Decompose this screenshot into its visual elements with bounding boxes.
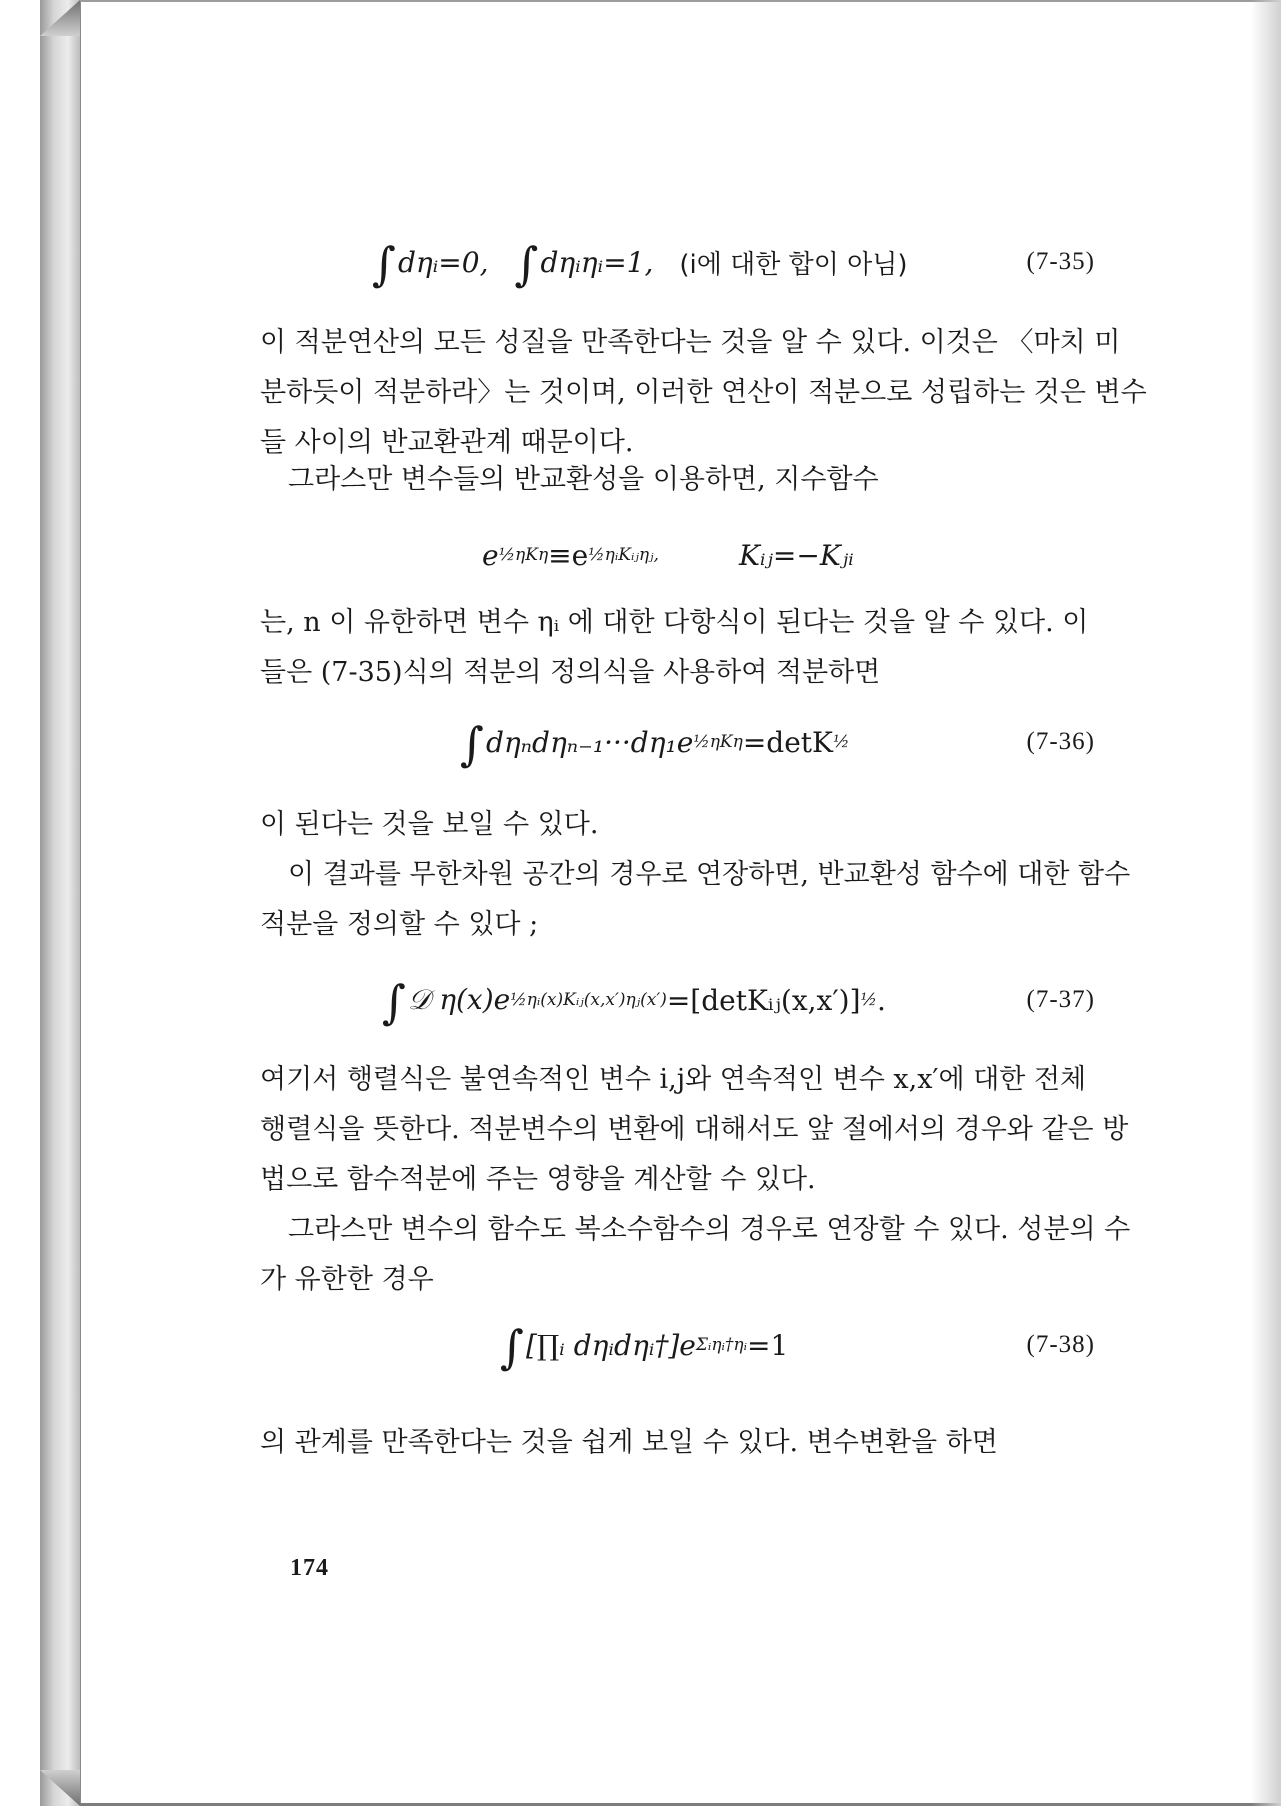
text-line: 들은 (7-35)식의 적분의 정의식을 사용하여 적분하면: [260, 657, 881, 688]
eq-7-35-part2: dηᵢηᵢ=1,: [540, 245, 654, 279]
paragraph-5: [260, 850, 1131, 950]
text-line: 적분을 정의할 수 있다 ;: [260, 909, 539, 940]
integral-sign: ∫: [500, 1320, 524, 1374]
eq-7-38-body: [∏ᵢ dηᵢdηᵢ†]e: [525, 1328, 696, 1362]
integral-sign: ∫: [372, 237, 396, 291]
paragraph-7: [260, 1205, 1131, 1305]
page-right-shadow: [1251, 0, 1281, 1806]
book-spine: [40, 0, 81, 1806]
eq-7-35-note: (i에 대한 합이 아님): [679, 249, 908, 280]
text-line: 그라스만 변수의 함수도 복소수함수의 경우로 연장할 수 있다. 성분의 수: [288, 1214, 1131, 1245]
eq-7-35-part1: dηᵢ=0,: [397, 245, 489, 279]
text-line: 들 사이의 반교환관계 때문이다.: [260, 427, 634, 458]
paragraph-1: [260, 318, 1147, 468]
equation-number: (7-36): [1026, 728, 1095, 755]
text-line: 그라스만 변수들의 반교환성을 이용하면, 지수함수: [288, 464, 879, 495]
eq-7-37-period: .: [877, 983, 886, 1017]
text-line: 이 된다는 것을 보일 수 있다.: [260, 809, 599, 840]
text-line: 가 유한한 경우: [260, 1264, 434, 1295]
equation-exponential: e ½ηKη ≡e ½ηᵢKᵢⱼηⱼ, Kᵢⱼ=−Kⱼᵢ: [482, 538, 854, 572]
text-line: 의 관계를 만족한다는 것을 쉽게 보일 수 있다. 변수변환을 하면: [260, 1427, 998, 1458]
text-line: 는, n 이 유한하면 변수 ηᵢ 에 대한 다항식이 된다는 것을 알 수 있다. 이: [260, 607, 1089, 638]
paragraph-4: [260, 800, 1120, 850]
text-line: 여기서 행렬식은 불연속적인 변수 i,j와 연속적인 변수 x,x′에 대한 전체: [260, 1064, 1087, 1095]
eq-7-37-body: 𝒟 η(x)e: [407, 983, 511, 1016]
exp-lhs-base: e: [482, 538, 499, 572]
paragraph-6: [260, 1055, 1129, 1205]
text-line: 행렬식을 뜻한다. 적분변수의 변환에 대해서도 앞 절에서의 경우와 같은 방: [260, 1114, 1129, 1145]
text-line: 법으로 함수적분에 주는 영향을 계산할 수 있다.: [260, 1164, 816, 1195]
integral-sign: ∫: [514, 237, 539, 291]
text-line: 이 적분연산의 모든 성질을 만족한다는 것을 알 수 있다. 이것은 〈마치 미: [260, 327, 1121, 358]
text-line: 분하듯이 적분하라〉는 것이며, 이러한 연산이 적분으로 성립하는 것은 변수: [260, 377, 1147, 408]
paragraph-3: [260, 598, 1120, 698]
antisymmetry-relation: Kᵢⱼ=−Kⱼᵢ: [738, 538, 854, 572]
text-line: 이 결과를 무한차원 공간의 경우로 연장하면, 반교환성 함수에 대한 함수: [288, 859, 1131, 890]
equation-7-35: [260, 232, 1120, 292]
paragraph-8: [260, 1418, 1120, 1468]
equation-7-37: ∫ 𝒟 η(x)e ½ηᵢ(x)Kᵢⱼ(x,x′)ηⱼ(x′) =[detKᵢⱼ(x,x′)] ½ . (7-37): [260, 970, 1120, 1030]
integral-sign: ∫: [382, 975, 406, 1029]
eq-7-36-body: dηₙdηₙ₋₁···dη₁e: [485, 725, 694, 759]
equation-7-36: ∫ dηₙdηₙ₋₁···dη₁e ½ηKη =detK ½ (7-36): [260, 712, 1120, 772]
equation-number: (7-35): [1026, 248, 1095, 275]
equation-number: (7-37): [1026, 986, 1095, 1013]
eq-7-36-rhs: =detK: [742, 725, 833, 759]
eq-7-37-rhs: =[detKᵢⱼ(x,x′)]: [666, 983, 861, 1017]
equation-7-38: ∫ [∏ᵢ dηᵢdηᵢ†]e Σᵢηᵢ†ηᵢ =1 (7-38): [260, 1315, 1120, 1375]
page-number: 174: [290, 1555, 329, 1581]
eq-7-38-rhs: =1: [747, 1328, 789, 1362]
equation-number: (7-38): [1026, 1331, 1095, 1358]
exp-identity: ≡e: [548, 538, 589, 572]
integral-sign: ∫: [460, 717, 484, 771]
paragraph-2: [260, 455, 1120, 505]
page-top-edge: [80, 0, 1281, 2]
